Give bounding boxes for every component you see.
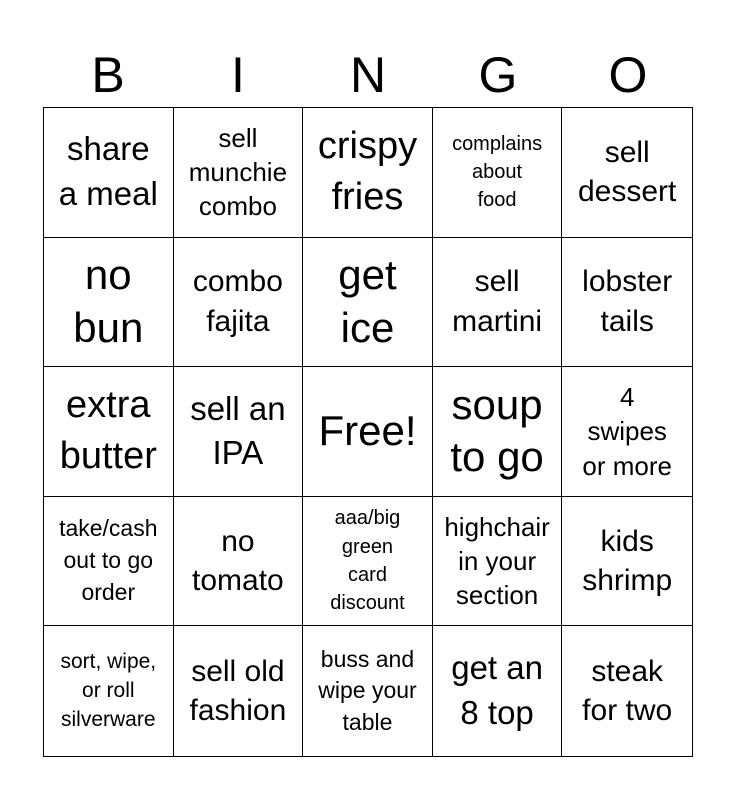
cell-text: share a meal — [58, 130, 158, 213]
bingo-cell[interactable] — [303, 497, 433, 627]
header-letter-b: B — [91, 47, 125, 103]
bingo-cell[interactable] — [303, 108, 433, 238]
cell-text: no bun — [73, 250, 144, 351]
bingo-cell[interactable] — [174, 497, 304, 627]
bingo-cell[interactable] — [44, 238, 174, 368]
bingo-header — [43, 44, 693, 106]
header-letter-o: O — [608, 47, 648, 103]
cell-text: get ice — [338, 250, 397, 351]
cell-text: sell an IPA — [190, 389, 286, 472]
bingo-cell-free[interactable] — [303, 367, 433, 497]
bingo-cell[interactable] — [562, 626, 692, 756]
bingo-cell[interactable] — [433, 238, 563, 368]
cell-text: sell dessert — [578, 135, 677, 209]
cell-text: get an 8 top — [451, 649, 543, 732]
cell-text: buss and wipe your table — [318, 645, 417, 736]
bingo-cell[interactable] — [433, 367, 563, 497]
cell-text: kids shrimp — [582, 524, 673, 598]
bingo-cell[interactable] — [44, 497, 174, 627]
bingo-cell[interactable] — [174, 367, 304, 497]
bingo-cell[interactable] — [303, 238, 433, 368]
cell-text: sell martini — [452, 265, 543, 338]
header-letter-i: I — [231, 47, 245, 103]
cell-text: take/cash out to go order — [59, 515, 158, 605]
cell-text: aaa/big green card discount — [330, 507, 405, 615]
bingo-cell[interactable] — [303, 626, 433, 756]
bingo-cell[interactable] — [433, 497, 563, 627]
bingo-cell[interactable] — [174, 108, 304, 238]
cell-text: no tomato — [192, 524, 284, 598]
cell-text: sell old fashion — [189, 654, 287, 728]
cell-text: combo fajita — [192, 265, 283, 338]
bingo-cell[interactable] — [433, 108, 563, 238]
free-space-text: Free! — [318, 407, 417, 455]
cell-text: complains about food — [452, 132, 543, 212]
bingo-cell[interactable] — [562, 497, 692, 627]
header-letter-n: N — [349, 47, 387, 103]
bingo-cell[interactable] — [562, 238, 692, 368]
cell-text: highchair in your section — [444, 511, 550, 611]
cell-text: crispy fries — [317, 125, 418, 219]
bingo-cell[interactable] — [44, 367, 174, 497]
bingo-board — [43, 107, 693, 757]
cell-text: sort, wipe, or roll silverware — [60, 649, 157, 731]
bingo-cell[interactable] — [44, 108, 174, 238]
bingo-cell[interactable] — [433, 626, 563, 756]
bingo-cell[interactable] — [562, 367, 692, 497]
cell-text: 4 swipes or more — [582, 382, 672, 481]
cell-text: steak for two — [582, 654, 673, 728]
header-letter-g: G — [478, 47, 518, 103]
bingo-cell[interactable] — [44, 626, 174, 756]
bingo-cell[interactable] — [562, 108, 692, 238]
cell-text: sell munchie combo — [188, 122, 288, 222]
cell-text: soup to go — [450, 380, 544, 481]
cell-text: lobster tails — [582, 265, 673, 338]
bingo-cell[interactable] — [174, 238, 304, 368]
bingo-cell[interactable] — [174, 626, 304, 756]
cell-text: extra butter — [59, 384, 157, 478]
